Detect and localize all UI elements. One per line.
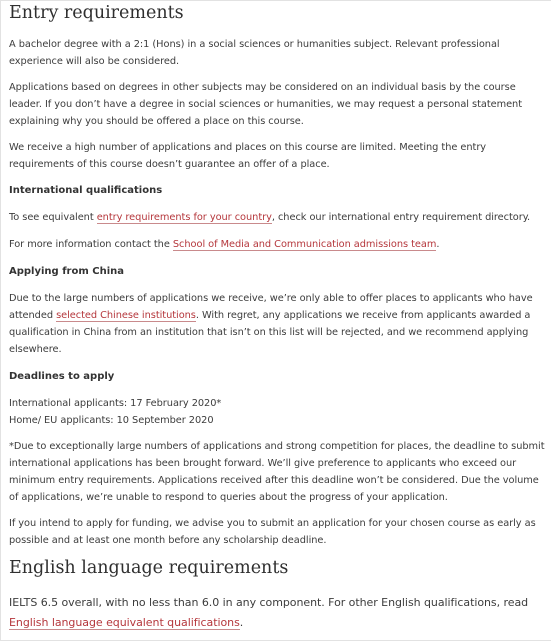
limited-places-text: We receive a high number of applications and places on this course are limited. Meeting the entry requirements of this course doesn’t guarantee an offer of a place.: [9, 142, 487, 170]
china-applications-pre: Due to the large numbers of applications we receive, we’re only able to offer places to applicants who have attended: [9, 293, 533, 321]
admissions-contact-post: .: [436, 239, 440, 250]
deadline-note-text: *Due to exceptionally large numbers of applications and strong competition for places, the deadline to submit international applications has been brought forward. We’ll give preference to applicants who exceed our minimum entry requirements. Applications received after this deadline won’t be considered. Due the volume of applications, we’re unable to respond to queries about the progress of your application.: [9, 441, 545, 503]
funding-advice-text: If you intend to apply for funding, we advise you to submit an application for your chosen course as early as possible and at least one month before any scholarship deadline.: [9, 518, 536, 546]
admissions-contact-pre: For more information contact the: [9, 239, 173, 250]
admissions-contact-text: [9, 236, 545, 253]
entry-requirements-title: Entry requirements: [9, 3, 184, 23]
international-qualifications-heading: International qualifications: [9, 185, 163, 196]
entry-requirements-country-link[interactable]: entry requirements for your country: [96, 212, 272, 223]
degree-requirement-text: A bachelor degree with a 2:1 (Hons) in a social sciences or humanities subject. Relevant professional experience will also be considered.: [9, 39, 500, 67]
admissions-team-link[interactable]: School of Media and Communication admissions team: [172, 239, 437, 250]
international-directory-text: [9, 209, 545, 226]
ielts-requirement-post: .: [239, 616, 244, 629]
english-language-title: English language requirements: [9, 558, 289, 578]
international-directory-post: , check our international entry requirement directory.: [271, 212, 531, 223]
china-applications-post: . With regret, any applications we receive from applicants awarded a qualification in China from an institution that isn’t on this list will be rejected, and we recommend applying elsewhere.: [9, 310, 531, 355]
other-subjects-text: Applications based on degrees in other subjects may be considered on an individual basis by the course leader. If you don’t have a degree in social sciences or humanities, we may request a personal statement explaining why you should be offered a place on this course.: [9, 82, 523, 127]
ielts-requirement-pre: IELTS 6.5 overall, with no less than 6.0 in any component. For other English qualifications, read: [9, 596, 529, 609]
selected-chinese-institutions-link[interactable]: selected Chinese institutions: [56, 310, 196, 321]
international-directory-pre: To see equivalent: [9, 212, 97, 223]
home-eu-deadline: Home/ EU applicants: 10 September 2020: [9, 415, 214, 426]
applying-from-china-heading: Applying from China: [9, 266, 124, 277]
ielts-requirement-text: [9, 593, 545, 633]
english-equivalent-qualifications-link[interactable]: English language equivalent qualifications: [9, 616, 240, 629]
international-deadline: International applicants: 17 February 2020*: [9, 398, 222, 409]
china-applications-text: [9, 290, 545, 358]
deadlines-heading: Deadlines to apply: [9, 371, 115, 382]
